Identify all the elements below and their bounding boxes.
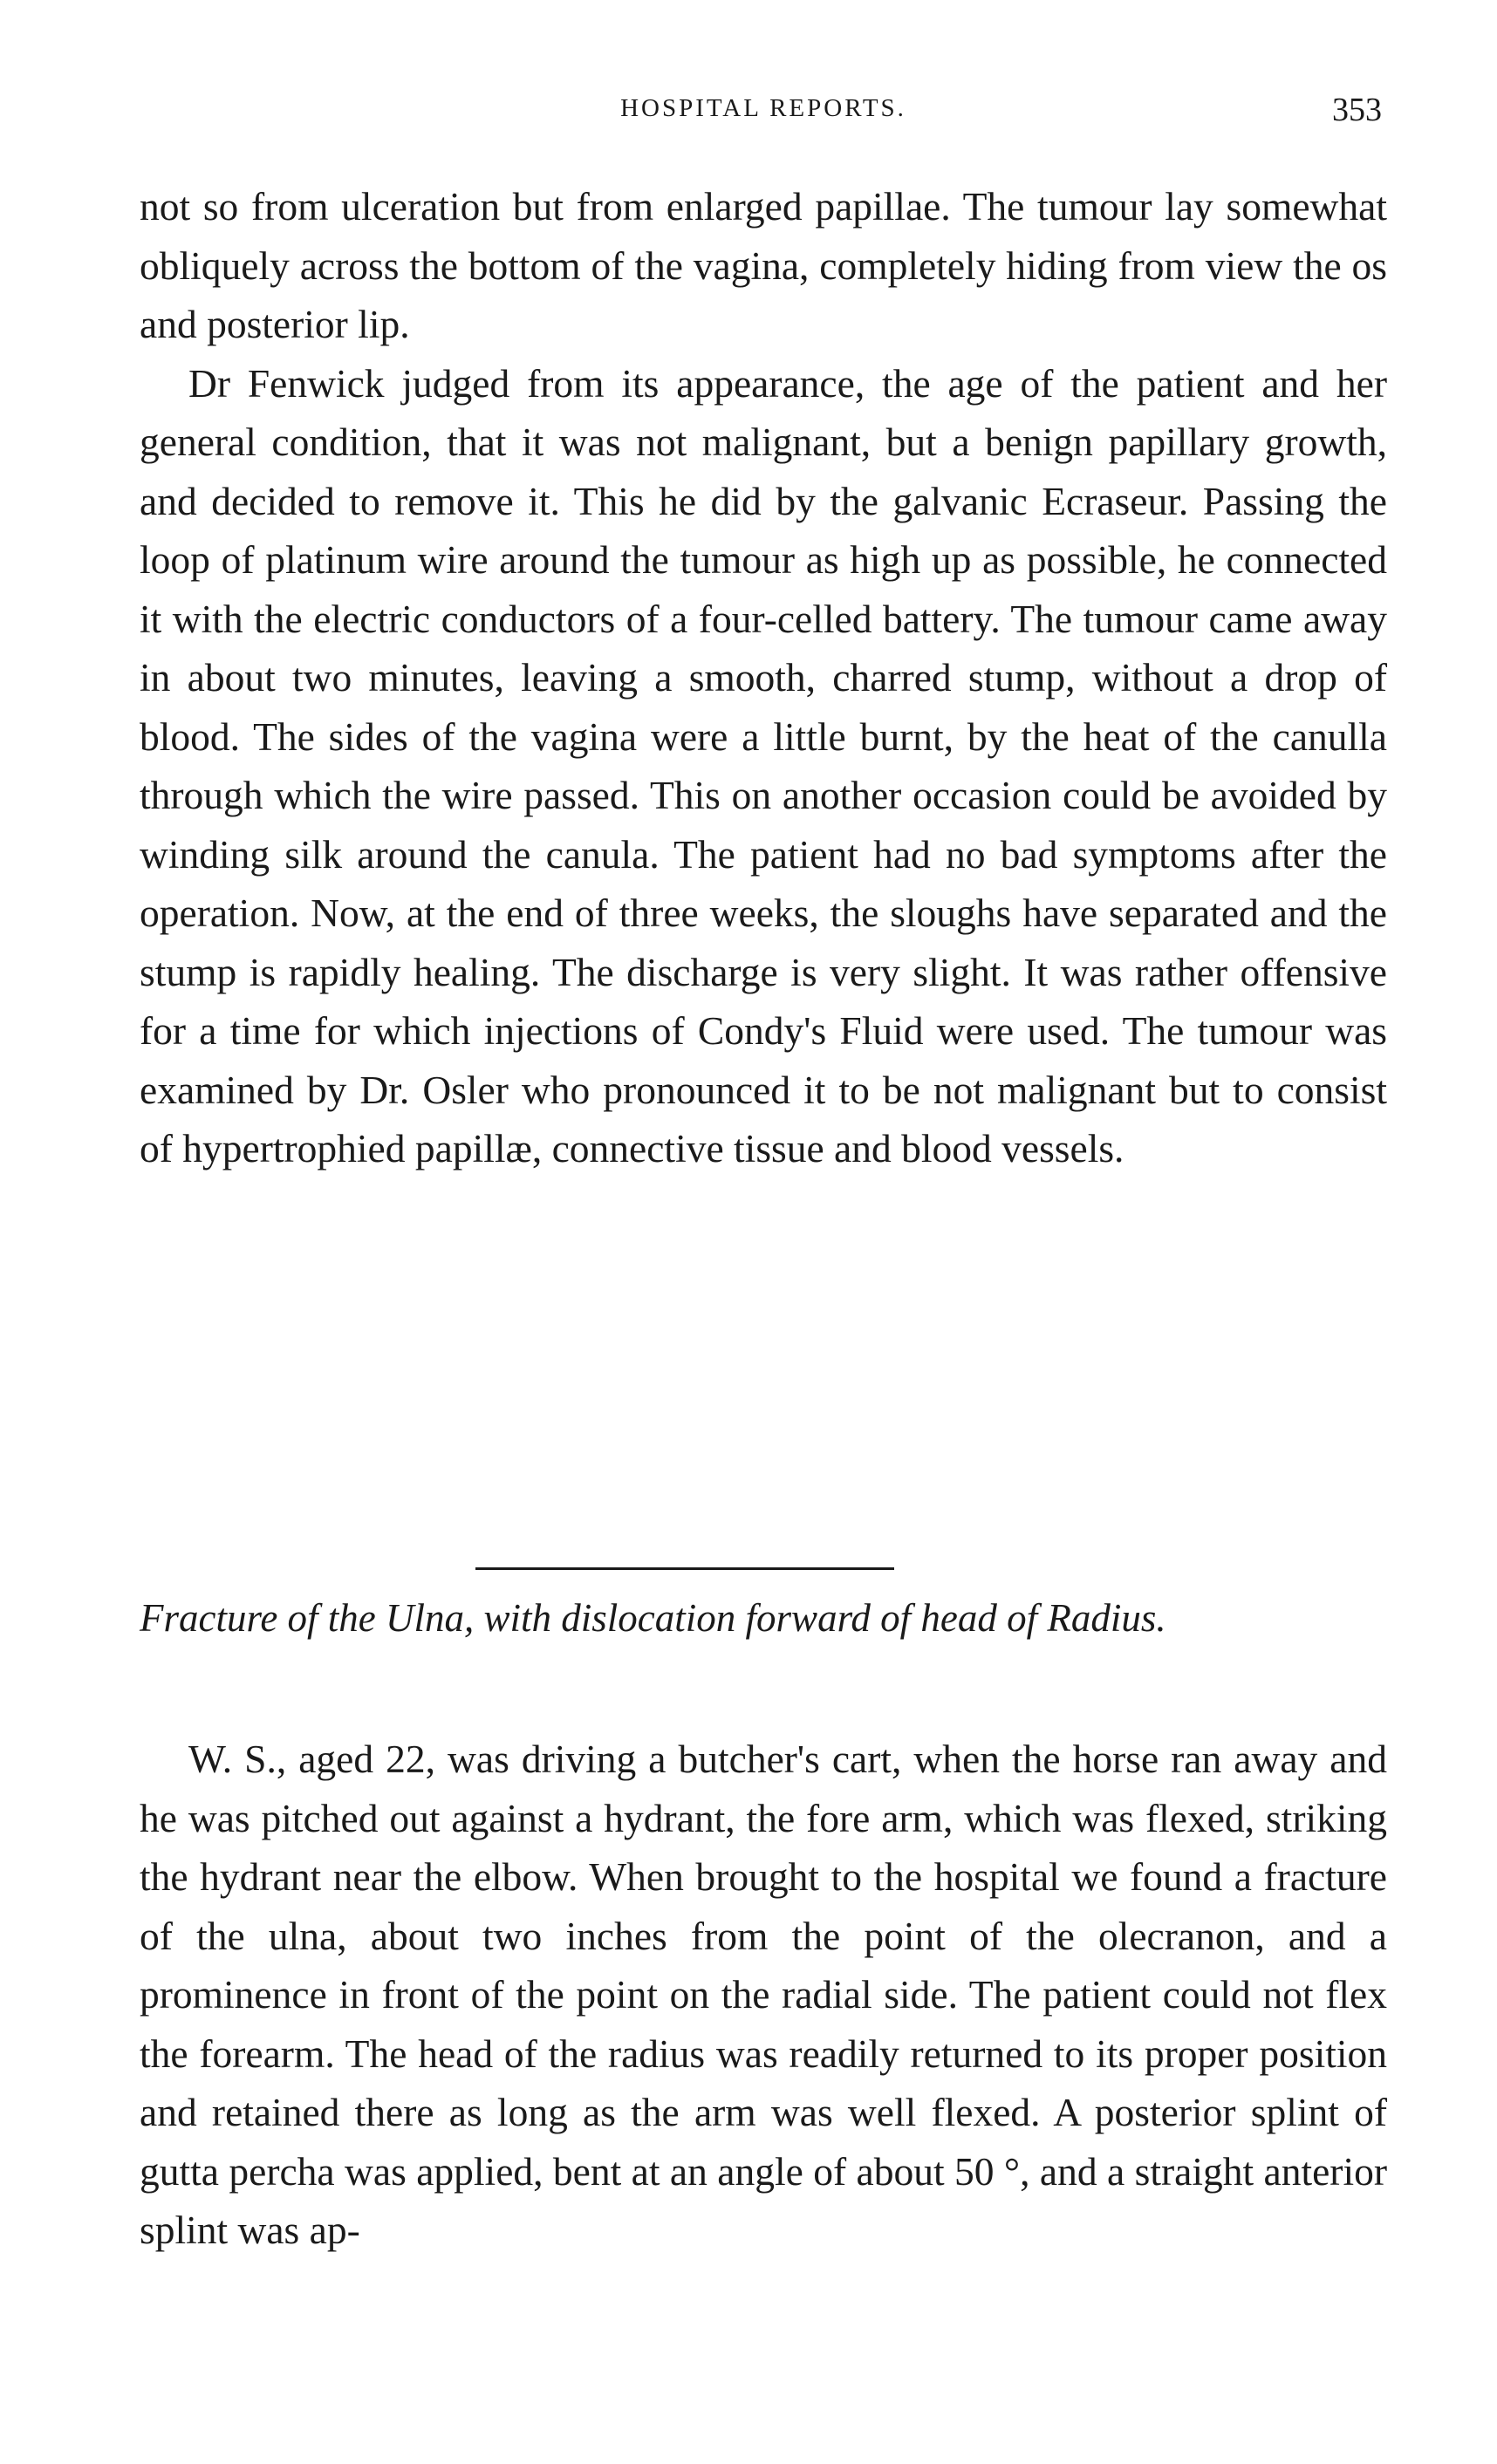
- paragraph-case: W. S., aged 22, was driving a butcher's cart, when the horse ran away and he was pitched out against a hydrant, the fore arm, which was flexed, striking the hydrant near the elbow. When brought to the hospital we found a fracture of the ulna, about two inches from the point of the olecranon, and a prominence in front of the point on the radial side. The patient could not flex the forearm. The head of the radius was readily returned to its proper position and retained there as long as the arm was well flexed. A posterior splint of gutta percha was applied, bent at an angle of about 50 °, and a straight anterior splint was ap-: [140, 1737, 1387, 2252]
- body-text-top: [140, 177, 1387, 1178]
- paragraph-continued: not so from ulceration but from enlarged papillae. The tumour lay somewhat obliquely across the bottom of the vagina, completely hiding from view the os and posterior lip.: [140, 184, 1387, 346]
- running-title: HOSPITAL REPORTS.: [620, 94, 906, 122]
- section-heading: Fracture of the Ulna, with dislocation forward of head of Radius.: [140, 1596, 1166, 1640]
- section-separator-rule: [475, 1567, 894, 1570]
- body-text-bottom: [140, 1730, 1387, 2260]
- page-number: 353: [1332, 92, 1382, 128]
- running-head: [140, 94, 1387, 138]
- paragraph-fenwick: Dr Fenwick judged from its appearance, the age of the patient and her general condition, that it was not malignant, but a benign papillary growth, and decided to remove it. This he did by the galvanic Ecraseur. Passing the loop of platinum wire around the tumour as high up as possible, he connected it with the electric conductors of a four-celled battery. The tumour came away in about two minutes, leaving a smooth, charred stump, without a drop of blood. The sides of the vagina were a little burnt, by the heat of the canulla through which the wire passed. This on another occasion could be avoided by winding silk around the canula. The patient had no bad symptoms after the operation. Now, at the end of three weeks, the sloughs have separated and the stump is rapidly healing. The discharge is very slight. It was rather offensive for a time for which injections of Condy's Fluid were used. The tumour was examined by Dr. Osler who pronounced it to be not malignant but to consist of hypertrophied papillæ, connective tissue and blood vessels.: [140, 360, 1387, 1171]
